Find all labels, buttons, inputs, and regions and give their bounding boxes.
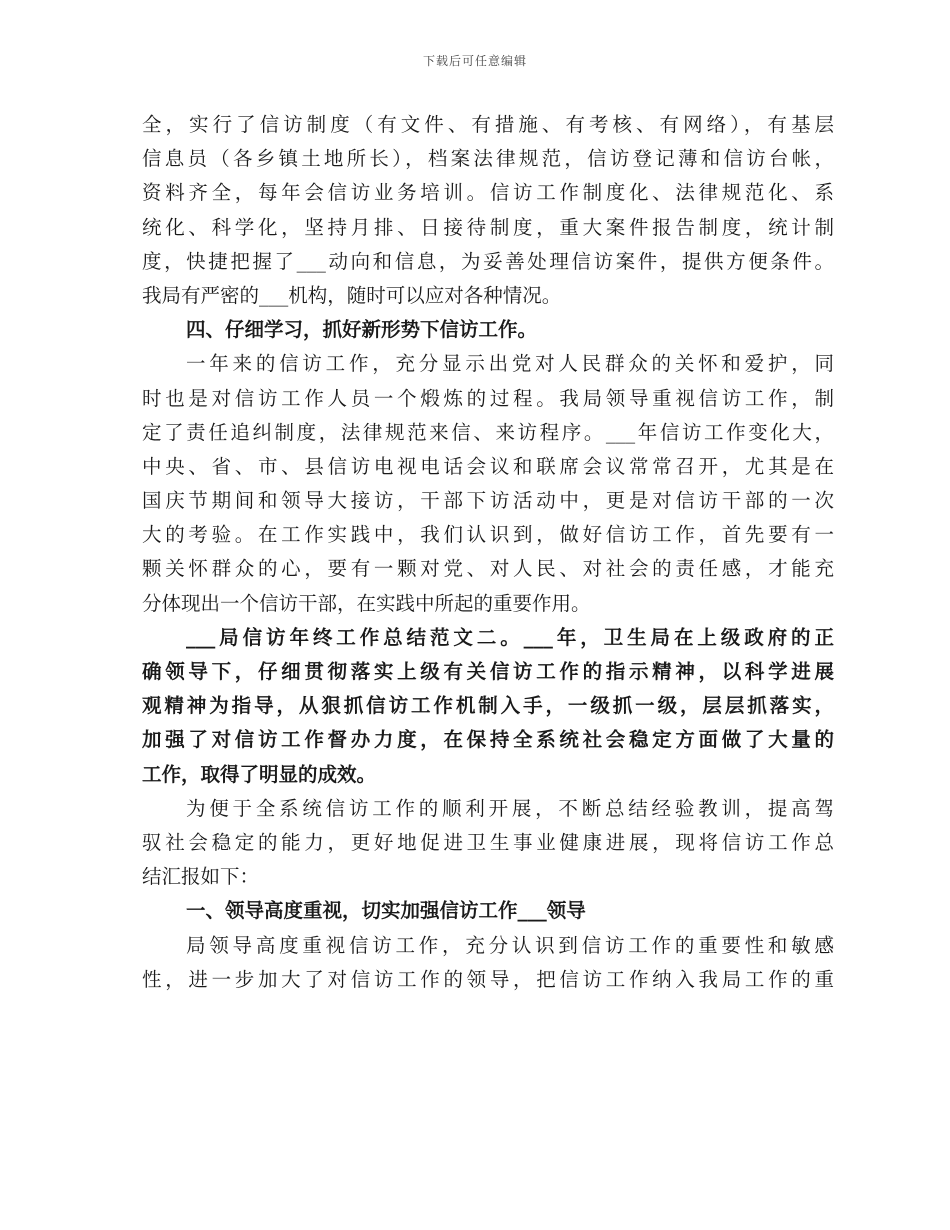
document-body (142, 108, 834, 997)
body-text-line: 局领导高度重视信访工作，充分认识到信访工作的重要性和敏感 (186, 933, 834, 957)
heading-line: 一、领导高度重视，切实加强信访工作___领导 (186, 899, 586, 923)
body-text-line: 定了责任追纠制度，法律规范来信、来访程序。___年信访工作变化大， (142, 420, 834, 444)
body-text-line: 结汇报如下： (142, 865, 260, 889)
heading-line: ___局信访年终工作总结范文二。___年，卫生局在上级政府的正 (186, 625, 834, 649)
body-text-line: 为便于全系统信访工作的顺利开展，不断总结经验教训，提高驾 (186, 796, 834, 820)
body-text-line: 度，快捷把握了___动向和信息，为妥善处理信访案件，提供方便条件。 (142, 249, 834, 273)
heading-line: 工作，取得了明显的成效。 (142, 762, 377, 786)
body-text-line: 颗关怀群众的心，要有一颗对党、对人民、对社会的责任感，才能充 (142, 557, 834, 581)
heading-line: 加强了对信访工作督办力度，在保持全系统社会稳定方面做了大量的 (142, 728, 834, 752)
body-text-line: 驭社会稳定的能力，更好地促进卫生事业健康进展，现将信访工作总 (142, 830, 834, 854)
page-header: 下载后可任意编辑 (422, 54, 527, 68)
heading-line: 确领导下，仔细贯彻落实上级有关信访工作的指示精神，以科学进展 (142, 660, 834, 683)
heading-line: 四、仔细学习，抓好新形势下信访工作。 (186, 318, 538, 342)
body-text-line: 大的考验。在工作实践中，我们认识到，做好信访工作，首先要有一 (142, 523, 834, 547)
body-text-line: 国庆节期间和领导大接访，干部下访活动中，更是对信访干部的一次 (142, 489, 834, 513)
body-text-line: 我局有严密的___机构，随时可以应对各种情况。 (142, 283, 562, 307)
body-text-line: 统化、科学化，坚持月排、日接待制度，重大案件报告制度，统计制 (142, 215, 834, 239)
body-text-line: 一年来的信访工作，充分显示出党对人民群众的关怀和爱护，同 (186, 352, 834, 376)
body-text-line: 资料齐全，每年会信访业务培训。信访工作制度化、法律规范化、系 (142, 181, 834, 205)
body-text-line: 分体现出一个信访干部，在实践中所起的重要作用。 (142, 591, 591, 615)
heading-line: 观精神为指导，从狠抓信访工作机制入手，一级抓一级，层层抓落实， (142, 694, 834, 718)
body-text-line: 全，实行了信访制度（有文件、有措施、有考核、有网络），有基层 (142, 113, 834, 136)
body-text-line: 信息员（各乡镇土地所长），档案法律规范，信访登记薄和信访台帐， (142, 147, 834, 171)
body-text-line: 性，进一步加大了对信访工作的领导，把信访工作纳入我局工作的重 (142, 967, 834, 991)
body-text-line: 时也是对信访工作人员一个煅炼的过程。我局领导重视信访工作，制 (142, 386, 834, 410)
body-text-line: 中央、省、市、县信访电视电话会议和联席会议常常召开，尤其是在 (142, 454, 834, 478)
